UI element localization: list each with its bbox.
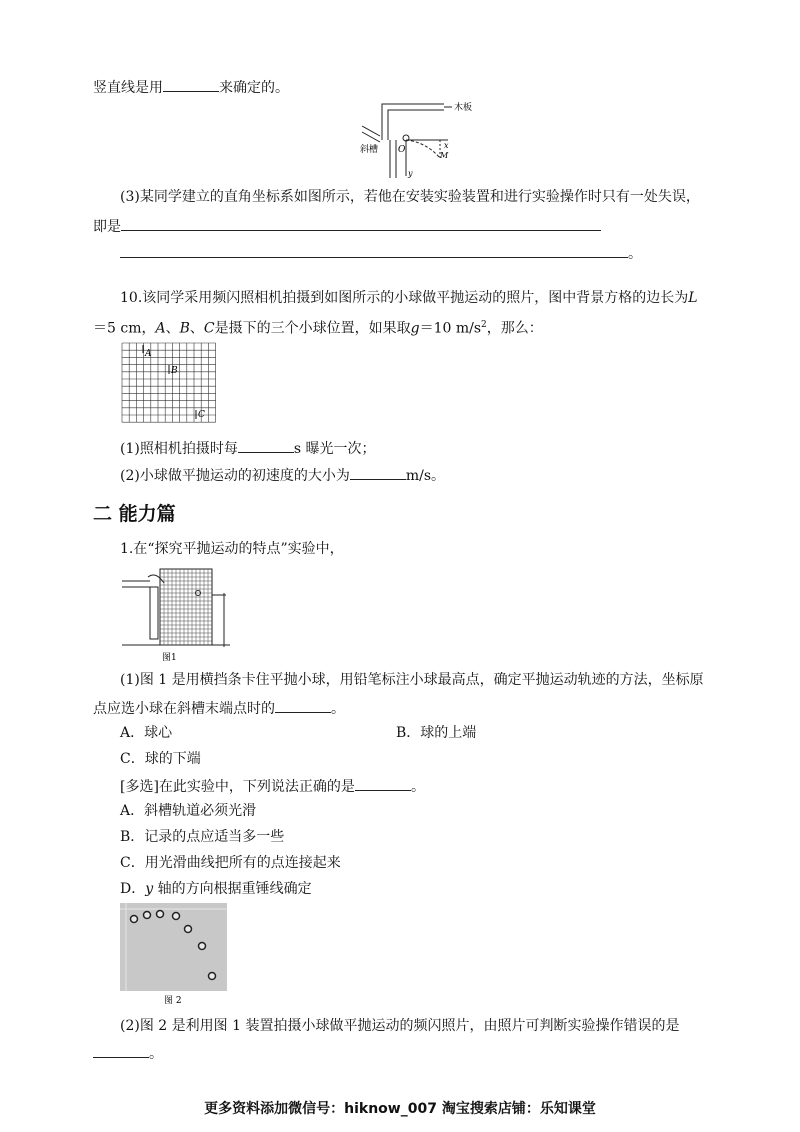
- option-b: B．球的上端: [396, 725, 477, 741]
- groove-line: [362, 132, 380, 142]
- text-segment: m/s。: [405, 468, 446, 484]
- superscript: 2: [481, 320, 487, 330]
- option-c: C．球的下端: [120, 751, 201, 767]
- text-segment: 来确定的。: [219, 80, 289, 96]
- trajectory-curve: [406, 140, 440, 158]
- multi-option-a: A．斜槽轨道必须光滑: [120, 803, 257, 819]
- text-segment: 。: [149, 1046, 163, 1062]
- text-segment: ＝10 m/s: [419, 320, 482, 337]
- answer-blank: [350, 465, 406, 480]
- apparatus-figure: [360, 100, 480, 180]
- text-line: [120, 465, 445, 485]
- question-text: (1)图 1 是用横挡条卡住平抛小球，用铅笔标注小球最高点，确定平抛运动轨迹的方法，坐标原: [120, 672, 704, 688]
- stand-post: [150, 587, 158, 639]
- variable-L: L: [688, 290, 698, 306]
- variable-A: A: [155, 320, 166, 337]
- answer-blank: [121, 216, 601, 231]
- multi-option-b: B．记录的点应适当多一些: [120, 829, 285, 845]
- text-segment: 。: [331, 701, 345, 717]
- ball-image-2: [144, 912, 151, 919]
- text-line: [93, 216, 601, 236]
- ball-image-5: [185, 926, 192, 933]
- grid-label-B: B: [171, 366, 178, 376]
- ball-image-3: [157, 911, 164, 918]
- figure-1-caption: 图1: [162, 653, 177, 663]
- grid-label-A: A: [145, 349, 152, 359]
- text-segment: 。: [628, 246, 642, 262]
- text-segment: ＝5 cm，: [93, 320, 156, 337]
- text-line: [93, 77, 289, 97]
- text-segment: 轴的方向根据重锤线确定: [153, 881, 312, 897]
- answer-blank: [120, 243, 628, 258]
- grid-label-C: C: [198, 410, 205, 420]
- ball-image-6: [199, 943, 206, 950]
- text-line: [120, 438, 375, 458]
- photo-grid-figure: [120, 341, 216, 425]
- question-text: [93, 316, 543, 338]
- text-segment: ，那么：: [486, 320, 543, 337]
- board-outline-outer: [382, 104, 444, 140]
- variable-y: y: [145, 881, 154, 897]
- board-outline-inner: [388, 110, 444, 140]
- question-text: [120, 289, 698, 307]
- answer-blank: [93, 1043, 149, 1058]
- text-line: [93, 1043, 163, 1063]
- ball-image-4: [173, 913, 180, 920]
- text-segment: 点应选小球在斜槽末端点时的: [93, 701, 275, 717]
- variable-g: g: [410, 320, 420, 337]
- groove-label: 斜槽: [360, 145, 379, 155]
- answer-blank: [355, 776, 411, 791]
- text-segment: 10.该同学采用频闪照相机拍摄到如图所示的小球做平抛运动的照片，图中背景方格的边长为: [120, 290, 689, 306]
- text-segment: [多选]在此实验中，下列说法正确的是: [120, 779, 355, 795]
- text-segment: (2)小球做平抛运动的初速度的大小为: [120, 468, 350, 484]
- ball-image-7: [209, 973, 216, 980]
- text-segment: 是摄下的三个小球位置，如果取: [214, 320, 411, 337]
- origin-label: O: [398, 145, 406, 155]
- variable-B: B: [179, 320, 190, 337]
- multi-option-d: [120, 880, 312, 898]
- section-heading: 二 能力篇: [93, 503, 176, 525]
- ball-image-1: [131, 916, 138, 923]
- figure-2-caption: 图 2: [164, 996, 182, 1006]
- text-line: [120, 243, 642, 263]
- board-label: 木板: [454, 103, 473, 113]
- text-segment: D．: [120, 881, 146, 897]
- text-segment: 、: [165, 320, 180, 337]
- m-label: M: [440, 151, 449, 160]
- variable-C: C: [203, 320, 215, 337]
- question-text: (2)图 2 是利用图 1 装置拍摄小球做平抛运动的频闪照片，由照片可判断实验操作错误的是: [120, 1018, 680, 1034]
- groove-curve: [148, 575, 164, 583]
- x-label: x: [444, 141, 449, 150]
- multi-option-c: C．用光滑曲线把所有的点连接起来: [120, 855, 341, 871]
- answer-blank: [275, 698, 331, 713]
- text-line: [120, 776, 425, 796]
- groove-line: [362, 126, 380, 136]
- answer-blank: [163, 77, 219, 92]
- question-text: 1.在“探究平抛运动的特点”实验中，: [120, 541, 344, 557]
- question-text: (3)某同学建立的直角坐标系如图所示，若他在安装实验装置和进行实验操作时只有一处失误，: [120, 189, 700, 205]
- text-segment: s 曝光一次；: [293, 441, 376, 457]
- text-segment: 。: [410, 779, 425, 795]
- figure-2-photo: [120, 903, 230, 1007]
- figure-1-apparatus: [120, 565, 240, 665]
- footer-text: 更多资料添加微信号：hiknow_007 淘宝搜索店铺：乐知课堂: [204, 1101, 596, 1117]
- option-a: A．球心: [120, 725, 173, 741]
- text-segment: (1)照相机拍摄时每: [120, 441, 238, 457]
- text-segment: 即是: [93, 219, 121, 235]
- text-segment: 、: [189, 320, 204, 337]
- answer-blank: [238, 438, 294, 453]
- y-label: y: [408, 169, 413, 178]
- text-line: [93, 698, 345, 718]
- text-segment: 竖直线是用: [93, 80, 163, 96]
